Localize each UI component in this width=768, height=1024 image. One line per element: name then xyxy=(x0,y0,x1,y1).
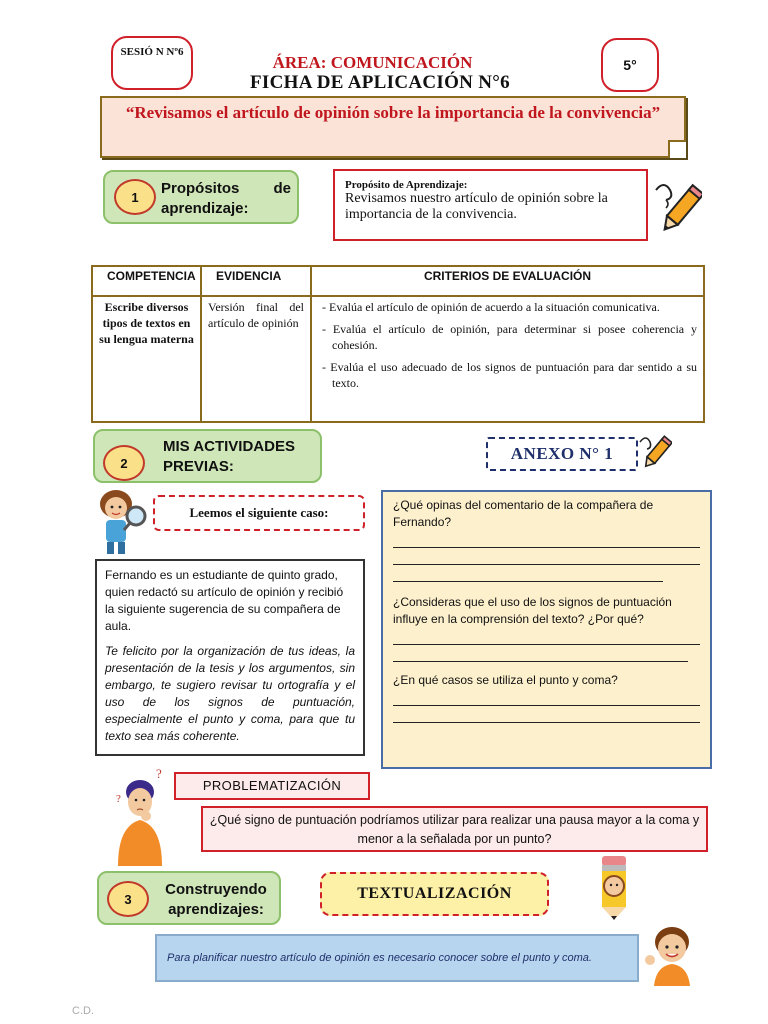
planificar-note xyxy=(155,934,639,982)
case-quote: Te felicito por la organización de tus ideas, la presentación de la tesis y los argumentos, sin embargo, te sugiero revisar tu ortografía y el uso de los signos de puntuación, especialmente el punto y coma, para que tu texto sea más coherente. xyxy=(105,644,355,743)
banner-fold xyxy=(668,140,686,158)
anexo-label: ANEXO N° 1 xyxy=(486,437,638,471)
criterio-item: - Evalúa el uso adecuado de los signos de puntuación para dar sentido a su texto. xyxy=(322,360,697,390)
section-1-label: Propósitos de aprendizaje: xyxy=(161,180,291,217)
questions-box xyxy=(381,490,712,769)
proposito-text: Revisamos nuestro artículo de opinión sobre la importancia de la convivencia. xyxy=(345,191,608,222)
pencil-icon xyxy=(636,432,672,472)
banner-title: “Revisamos el artículo de opinión sobre la importancia de la convivencia” xyxy=(125,103,661,122)
pencil-icon xyxy=(648,178,702,240)
section-2-label: MIS ACTIVIDADES PREVIAS: xyxy=(163,438,295,475)
thinking-boy-illustration xyxy=(110,766,170,868)
question-text: ¿Consideras que el uso de los signos de puntuación influye en la comprensión del texto? ¿Por qué? xyxy=(393,595,672,626)
answer-line[interactable] xyxy=(393,531,700,548)
boy-waving-illustration xyxy=(640,920,704,986)
evidencia-cell: Versión final del artículo de opinión xyxy=(201,296,311,422)
title-banner xyxy=(100,96,686,158)
sesion-label: SESIÓ N Nº6 xyxy=(120,46,184,58)
section-3-number: 3 xyxy=(107,881,149,917)
criterio-item: - Evalúa el artículo de opinión, para determinar si posee coherencia y cohesión. xyxy=(322,322,697,352)
th-evidencia: EVIDENCIA xyxy=(201,266,311,296)
competencia-cell: Escribe diversos tipos de textos en su lengua materna xyxy=(92,296,201,422)
answer-line[interactable] xyxy=(393,565,663,582)
proposito-heading: Propósito de Aprendizaje: xyxy=(345,179,468,191)
textualizacion-label: TEXTUALIZACIÓN xyxy=(320,872,549,916)
planificar-text: Para planificar nuestro artículo de opinión es necesario conocer sobre el punto y coma. xyxy=(167,952,592,964)
sesion-badge xyxy=(111,36,193,90)
svg-text:?: ? xyxy=(116,793,121,805)
answer-line[interactable] xyxy=(393,548,700,565)
case-text-box xyxy=(95,559,365,756)
th-criterios: CRITERIOS DE EVALUACIÓN xyxy=(311,266,704,296)
section-1-tab xyxy=(103,170,299,224)
answer-line[interactable] xyxy=(393,628,700,645)
question-text: ¿Qué opinas del comentario de la compañera de Fernando? xyxy=(393,498,654,529)
leemos-label: Leemos el siguiente caso: xyxy=(153,495,365,531)
area-title: ÁREA: COMUNICACIÓN xyxy=(272,53,473,72)
answer-line[interactable] xyxy=(393,645,688,662)
pencil-character-icon xyxy=(594,856,634,920)
criterio-item: - Evalúa el artículo de opinión de acuerdo a la situación comunicativa. xyxy=(322,300,660,314)
table-row xyxy=(92,296,704,422)
answer-line[interactable] xyxy=(393,689,700,706)
section-2-number: 2 xyxy=(103,445,145,481)
grade-badge: 5° xyxy=(601,38,659,92)
competencia-table xyxy=(91,265,705,423)
criterios-cell xyxy=(311,296,704,422)
question-text: ¿En qué casos se utiliza el punto y coma? xyxy=(393,673,618,687)
section-1-number: 1 xyxy=(114,179,156,215)
answer-line[interactable] xyxy=(393,706,700,723)
section-3-label: Construyendo aprendizajes: xyxy=(165,881,267,918)
th-competencia: COMPETENCIA xyxy=(92,266,201,296)
girl-magnifier-illustration xyxy=(94,488,150,558)
case-intro: Fernando es un estudiante de quinto grado, quien redactó su artículo de opinión y recibió la siguiente sugerencia de su compañera de aula. xyxy=(105,568,344,633)
ficha-title: FICHA DE APLICACIÓN N°6 xyxy=(250,72,510,93)
question-item xyxy=(393,672,700,723)
footer-initials: C.D. xyxy=(72,1005,94,1017)
question-item xyxy=(393,594,700,662)
svg-text:?: ? xyxy=(156,766,162,781)
section-3-tab xyxy=(97,871,281,925)
problematizacion-label: PROBLEMATIZACIÓN xyxy=(174,772,370,800)
section-2-tab xyxy=(93,429,322,483)
question-item xyxy=(393,497,700,582)
table-header-row xyxy=(92,266,704,296)
problematizacion-question: ¿Qué signo de puntuación podríamos utilizar para realizar una pausa mayor a la coma y menor a la señalada por un punto? xyxy=(201,806,708,852)
proposito-box xyxy=(333,169,648,241)
